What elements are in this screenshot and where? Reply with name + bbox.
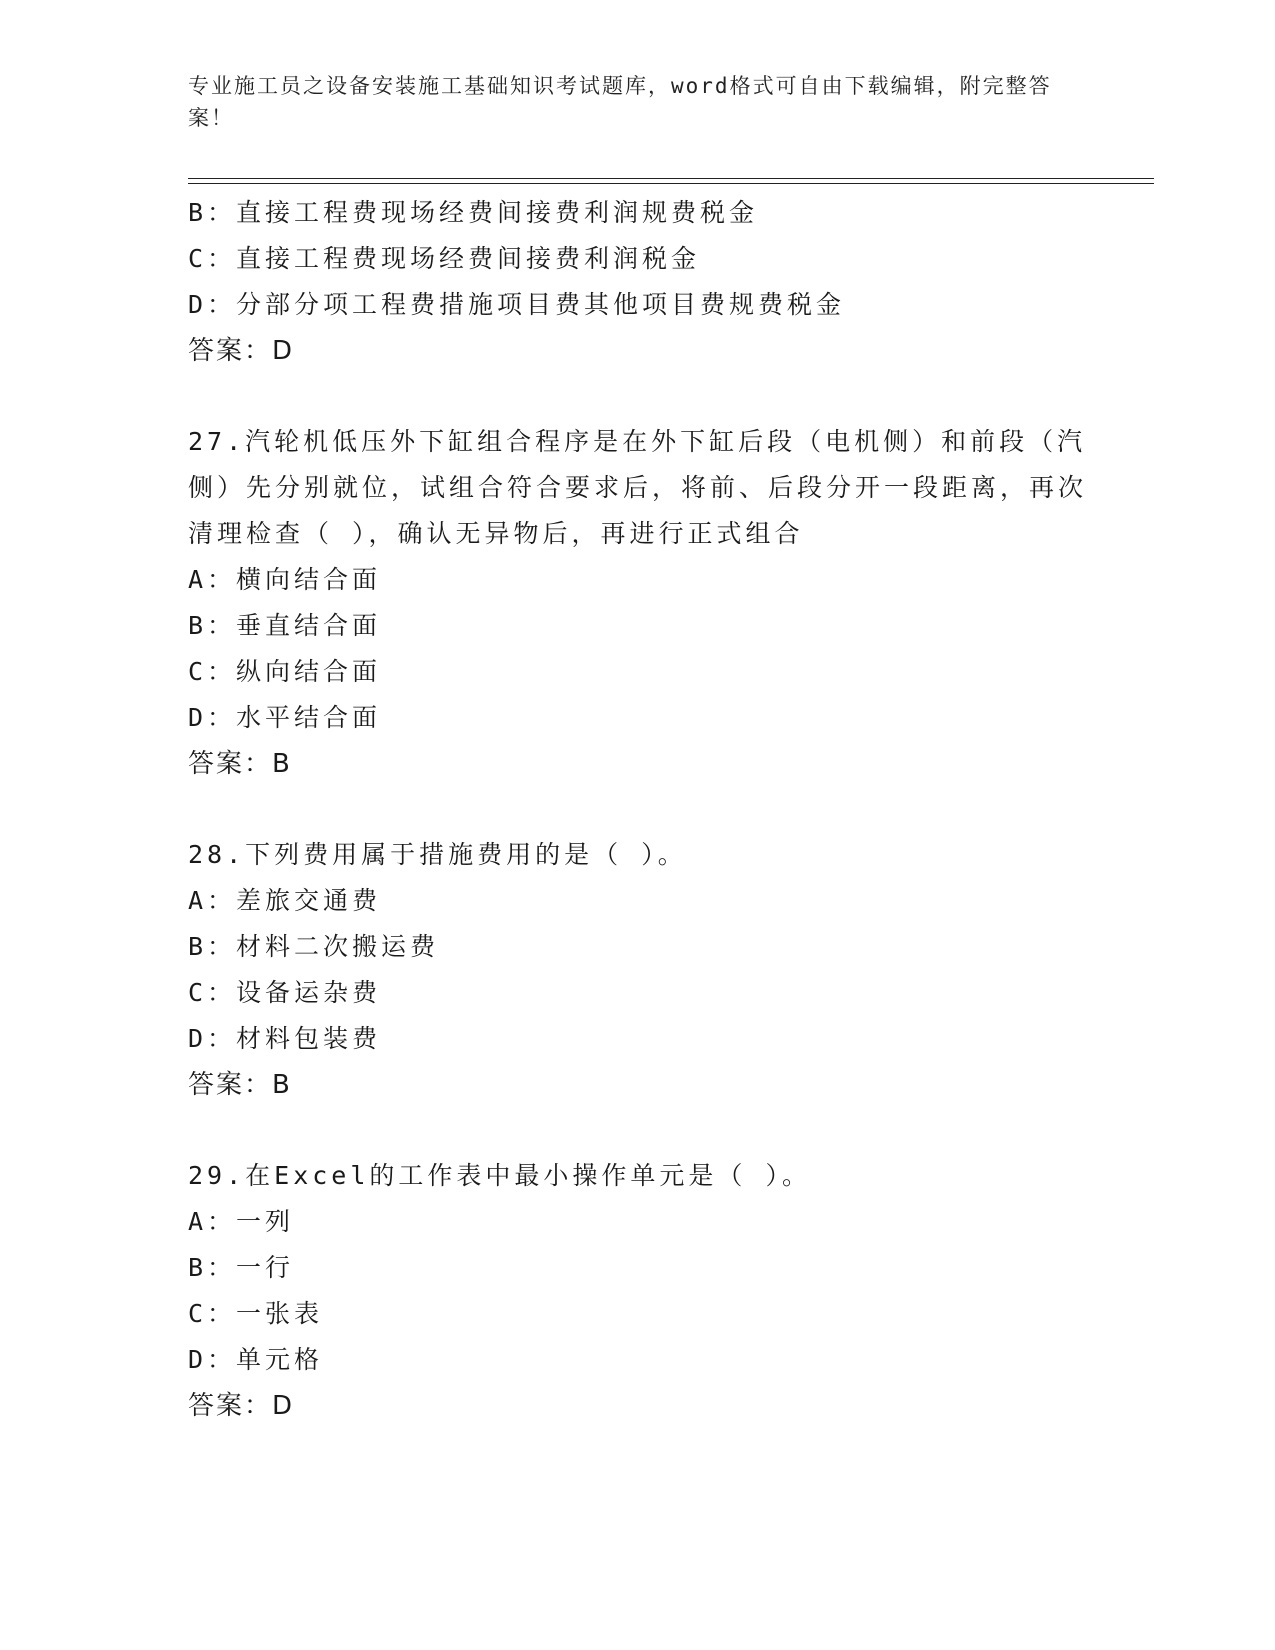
header-rule-top — [188, 178, 1154, 179]
spacer — [188, 1108, 1088, 1153]
partial-question — [188, 190, 1088, 374]
answer: 答案：D — [188, 336, 295, 366]
option-b: B：垂直结合面 — [188, 611, 382, 640]
question-text: 27.汽轮机低压外下缸组合程序是在外下缸后段（电机侧）和前段（汽侧）先分别就位，试组合符合要求后，将前、后段分开一段距离，再次清理检查（ ），确认无异物后，再进行正式组合 — [188, 427, 1088, 548]
option-c: C：直接工程费现场经费间接费利润税金 — [188, 244, 701, 273]
option-d: D：单元格 — [188, 1345, 324, 1374]
option-b: B：直接工程费现场经费间接费利润规费税金 — [188, 198, 759, 227]
answer: 答案：D — [188, 1391, 295, 1421]
question-29 — [188, 1153, 1088, 1429]
question-text: 28.下列费用属于措施费用的是（ ）。 — [188, 840, 687, 869]
option-a: A：一列 — [188, 1207, 295, 1236]
option-a: A：差旅交通费 — [188, 886, 382, 915]
option-d: D：材料包装费 — [188, 1024, 382, 1053]
question-27 — [188, 419, 1088, 787]
option-c: C：设备运杂费 — [188, 978, 382, 1007]
option-d: D：水平结合面 — [188, 703, 382, 732]
option-b: B：一行 — [188, 1253, 295, 1282]
answer: 答案：B — [188, 1070, 292, 1100]
spacer — [188, 374, 1088, 419]
header-rule-bottom — [188, 183, 1154, 184]
option-a: A：横向结合面 — [188, 565, 382, 594]
question-text: 29.在Excel的工作表中最小操作单元是（ ）。 — [188, 1161, 811, 1190]
option-b: B：材料二次搬运费 — [188, 932, 440, 961]
spacer — [188, 787, 1088, 832]
document-header: 专业施工员之设备安装施工基础知识考试题库，word格式可自由下载编辑，附完整答案！ — [188, 74, 1052, 130]
option-c: C：纵向结合面 — [188, 657, 382, 686]
option-c: C：一张表 — [188, 1299, 324, 1328]
answer: 答案：B — [188, 749, 292, 779]
question-content — [188, 190, 1088, 1429]
question-28 — [188, 832, 1088, 1108]
option-d: D：分部分项工程费措施项目费其他项目费规费税金 — [188, 290, 846, 319]
